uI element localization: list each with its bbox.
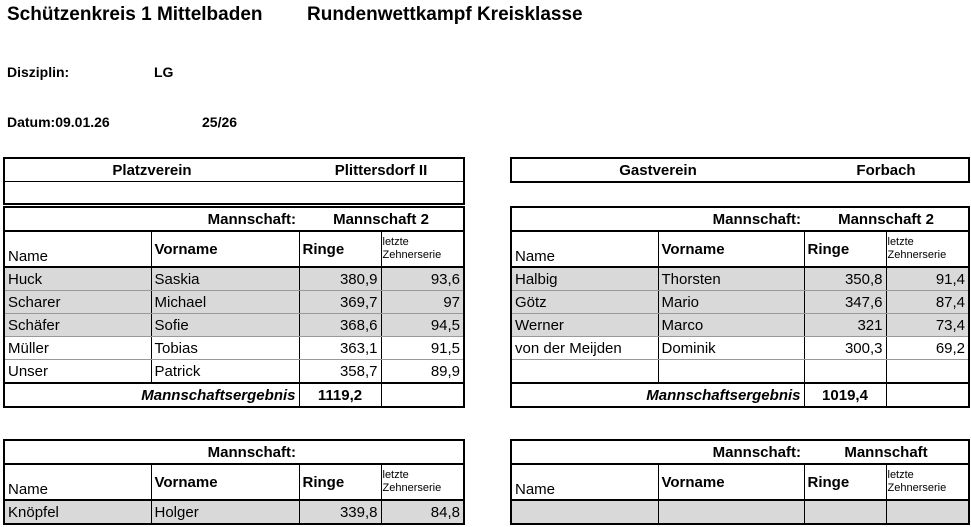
home-club-value: Plittersdorf II [334,161,428,179]
cell-vorname: Dominik [658,337,804,360]
home-result-label: Mannschaftsergebnis [141,386,296,404]
season-value: 25/26 [202,114,238,130]
competition-title: Rundenwettkampf Kreisklasse [307,4,583,25]
datum-label: Datum:09.01.26 [7,114,110,130]
home-result-value: 1119,2 [299,383,381,407]
cell-letzte: 89,9 [381,360,464,384]
table-row [4,500,464,524]
cell-name: Unser [8,362,49,380]
cell-vorname [658,500,804,524]
guest-team2-label: Mannschaft: [712,443,801,461]
guest-club-value: Forbach [856,161,916,179]
col-letzte-line2: Zehnerserie [382,249,442,261]
cell-name: Werner [511,314,658,337]
cell-name: Müller [4,337,151,360]
col-letzte [886,464,969,500]
table-row [4,314,464,337]
cell-ringe: 347,6 [804,291,886,314]
cell-letzte: 91,4 [886,267,969,291]
home-team2-label: Mannschaft: [207,443,296,461]
guest-team1-label: Mannschaft: [712,210,801,228]
col-letzte-line2: Zehnerserie [887,249,947,261]
guest-team1-value: Mannschaft 2 [838,210,934,228]
col-vorname: Vorname [151,231,299,267]
table-row [511,291,969,314]
home-team2-value [299,440,464,464]
cell-letzte [886,360,969,384]
cell-ringe [804,500,886,524]
cell-letzte: 93,6 [381,267,464,291]
disziplin-value: LG [154,64,174,80]
cell-ringe: 339,8 [299,500,381,524]
cell-ringe: 380,9 [299,267,381,291]
cell-vorname: Thorsten [658,267,804,291]
cell-name [511,360,658,384]
cell-vorname: Patrick [151,360,299,384]
cell-name: Knöpfel [8,503,59,521]
table-row [511,500,969,524]
col-ringe: Ringe [804,231,886,267]
cell-letzte: 84,8 [381,500,464,524]
cell-name: Scharer [4,291,151,314]
cell-name: Halbig [511,267,658,291]
guest-team2-table [510,439,970,525]
col-letzte-line2: Zehnerserie [887,482,947,494]
table-row [4,360,464,384]
col-letzte [381,231,464,267]
guest-result-value: 1019,4 [804,383,886,407]
col-letzte-line1: letzte [382,236,409,249]
cell-ringe [804,360,886,384]
table-row [4,267,464,291]
cell-ringe: 358,7 [299,360,381,384]
cell-letzte: 87,4 [886,291,969,314]
home-team2-table [3,439,465,525]
col-ringe: Ringe [299,464,381,500]
cell-letzte: 69,2 [886,337,969,360]
home-club-table [3,157,465,205]
table-row [4,337,464,360]
guest-club-table [510,157,970,183]
district-title: Schützenkreis 1 Mittelbaden [7,4,263,25]
home-club-label: Platzverein [112,161,192,179]
cell-ringe: 300,3 [804,337,886,360]
table-row [4,291,464,314]
cell-ringe: 363,1 [299,337,381,360]
cell-letzte: 94,5 [381,314,464,337]
col-name: Name [515,248,556,265]
cell-ringe: 350,8 [804,267,886,291]
col-letzte-line1: letzte [382,469,409,482]
cell-letzte: 97 [381,291,464,314]
table-row [511,337,969,360]
col-letzte-line1: letzte [887,469,914,482]
cell-vorname: Holger [151,500,299,524]
col-name: Name [515,481,556,498]
home-team1-label: Mannschaft: [207,210,296,228]
guest-club-label: Gastverein [619,161,697,179]
cell-vorname: Mario [658,291,804,314]
col-name: Name [8,481,49,498]
cell-name [511,500,658,524]
home-team1-value: Mannschaft 2 [333,210,429,228]
cell-name: Götz [511,291,658,314]
table-row [511,360,969,384]
cell-vorname: Tobias [151,337,299,360]
cell-name: Huck [4,267,151,291]
col-letzte [381,464,464,500]
cell-name: Schäfer [4,314,151,337]
cell-vorname: Michael [151,291,299,314]
disziplin-label: Disziplin: [7,64,70,80]
cell-name: von der Meijden [511,337,658,360]
cell-letzte [886,500,969,524]
cell-vorname: Sofie [151,314,299,337]
guest-result-label: Mannschaftsergebnis [646,386,801,404]
cell-vorname: Marco [658,314,804,337]
home-team1-table [3,206,465,408]
col-letzte-line2: Zehnerserie [382,482,442,494]
col-ringe: Ringe [804,464,886,500]
guest-team2-value: Mannschaft [844,443,928,461]
cell-vorname [658,360,804,384]
cell-ringe: 368,6 [299,314,381,337]
table-row [511,267,969,291]
col-name: Name [8,248,49,265]
cell-letzte: 73,4 [886,314,969,337]
col-letzte-line1: letzte [887,236,914,249]
col-ringe: Ringe [299,231,381,267]
cell-vorname: Saskia [151,267,299,291]
table-row [511,314,969,337]
col-vorname: Vorname [658,464,804,500]
cell-letzte: 91,5 [381,337,464,360]
col-vorname: Vorname [151,464,299,500]
cell-ringe: 321 [804,314,886,337]
col-letzte [886,231,969,267]
cell-ringe: 369,7 [299,291,381,314]
col-vorname: Vorname [658,231,804,267]
guest-team1-table [510,206,970,408]
